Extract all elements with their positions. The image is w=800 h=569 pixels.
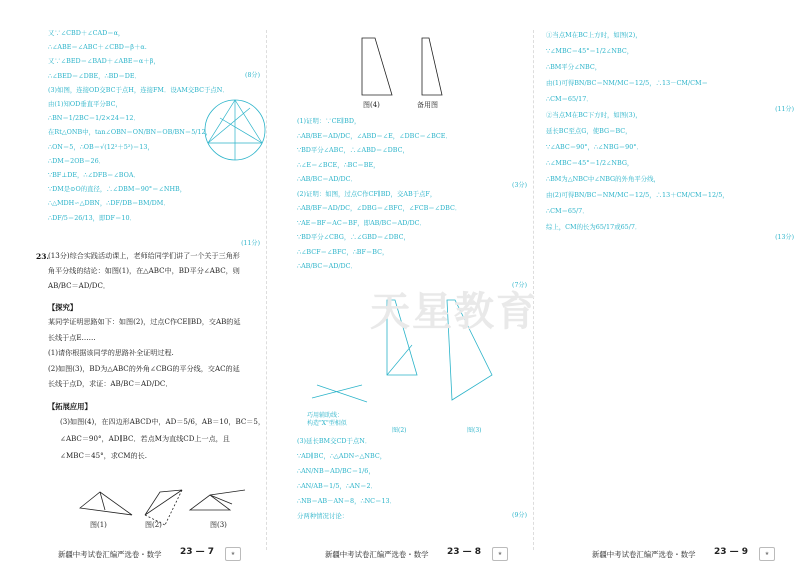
- page-right: [534, 0, 800, 569]
- text-line: 由(2)可得BN/BC＝NM/MC＝12/5，∴13＋CM/CM＝12/5，: [546, 191, 729, 199]
- text-line: ∠ABC＝90°，AD∥BC．若点M为直线CD上一点，且: [60, 434, 230, 443]
- page-number: 23 — 7: [180, 547, 215, 557]
- text-line: (3)延长BM交CD于点N．: [297, 437, 372, 445]
- text-line: 长线于点D，求证：AB/BC＝AD/DC．: [48, 379, 173, 388]
- logo-icon: ★: [759, 547, 775, 561]
- text-line: 延长BC至点G，使BG＝BC，: [546, 127, 632, 135]
- fig3-caption: 图(3): [210, 521, 227, 529]
- score-label: (9分): [512, 512, 527, 519]
- text-line: ∴△MDH∽△DBN，∴DF/DB＝BM/DM．: [48, 199, 170, 208]
- text-line: 分两种情况讨论：: [297, 512, 349, 520]
- page-left: [0, 0, 266, 569]
- text-line: ②当点M在BC下方时，如图(3)，: [546, 111, 642, 119]
- text-line: ∴∠ABE＝∠ABC＋∠CBD＝β＋α.: [48, 43, 147, 52]
- score-label: (3分): [512, 182, 527, 189]
- text-line: ∴∠BED＝∠DBE，∴BD＝DE．: [48, 71, 141, 80]
- text-line: ∴DM＝2OB＝26．: [48, 156, 106, 165]
- hint-label: 巧用辅助线：: [307, 412, 344, 419]
- fig4-caption: 图(4): [363, 101, 380, 109]
- fig2-caption-lower: 图(2): [392, 427, 407, 434]
- score-label: (11分): [241, 240, 260, 247]
- spare-figure-caption: 备用图: [417, 101, 438, 109]
- footer-title: 新疆中考试卷汇编严选卷・数学: [58, 550, 162, 559]
- circle-figure: [200, 88, 270, 168]
- page-number: 23 — 8: [447, 547, 482, 557]
- logo-icon: ★: [492, 547, 508, 561]
- text-line: (2)如图(3)，BD为△ABC的外角∠CBG的平分线，交AC的延: [48, 363, 240, 373]
- text-line: ∴CM＝65/7．: [546, 207, 589, 215]
- text-line: ∴AN/AB＝1/5，∴AN＝2．: [297, 482, 377, 490]
- text-line: ∴BM平分∠NBC，: [546, 63, 602, 71]
- score-label: (13分): [775, 234, 794, 241]
- text-line: ①当点M在BC上方时，如图(2)，: [546, 31, 642, 39]
- score-label: (7分): [512, 282, 527, 289]
- text-line: ∴∠MBC＝45°＝1/2∠NBG，: [546, 159, 634, 167]
- text-line: (3)如图(4)，在四边形ABCD中，AD＝5/6，AB＝10，BC＝5，: [60, 417, 265, 426]
- text-line: 由(1)知OD垂直平分BC，: [48, 100, 122, 108]
- text-line: (3)如图，连接OD交BC于点H，连接FM．设AM交BC于点N．: [48, 85, 229, 94]
- footer-title: 新疆中考试卷汇编严选卷・数学: [592, 550, 696, 559]
- text-line: ∴BM为△NBC中∠NBG的外角平分线，: [546, 175, 660, 183]
- text-line: ∴AB/BC＝AD/DC．: [297, 175, 357, 183]
- text-line: 某同学证明思路如下：如图(2)，过点C作CE∥BD，交AB的延: [48, 317, 241, 326]
- text-line: AB/BC＝AD/DC．: [48, 281, 111, 290]
- text-line: 又∵∠CBD＋∠CAD＝α，: [48, 29, 125, 37]
- text-line: ∴CM＝65/17．: [546, 95, 593, 103]
- text-line: ∴AB/BE＝AD/DC，∠ABD＝∠E，∠DBC＝∠BCE．: [297, 131, 452, 140]
- text-line: (13分)综合实践活动课上，老师给同学们讲了一个关于三角形: [48, 251, 240, 260]
- text-line: 综上，CM的长为65/17或65/7．: [546, 223, 642, 231]
- text-line: ∵∠MBC＝45°＝1/2∠NBC，: [546, 47, 634, 55]
- text-line: (2)证明：如图，过点C作CF∥BD，交AB于点F，: [297, 189, 437, 198]
- text-line: 角平分线的结论：如图(1)，在△ABC中，BD平分∠ABC，则: [48, 266, 240, 275]
- section-expand: 【拓展应用】: [48, 402, 92, 411]
- small-hint-figure: [307, 380, 377, 410]
- hint-label-2: 构造"X"型相似: [307, 420, 347, 427]
- footer-title: 新疆中考试卷汇编严选卷・数学: [325, 550, 429, 559]
- footer: [267, 547, 533, 561]
- text-line: ∠MBC＝45°，求CM的长.: [60, 451, 147, 460]
- text-line: 在Rt△ONB中，tan∠OBN＝ON/BN＝OB/BN＝5/12，: [48, 128, 212, 137]
- text-line: 由(1)可得BN/BC＝NM/MC＝12/5，∴13－CM/CM＝: [546, 79, 708, 87]
- score-label: (11分): [775, 106, 794, 113]
- text-line: ∵AE＝BF＝AC＝BF，即AB/BC＝AD/DC．: [297, 218, 426, 227]
- text-line: ∴∠E＝∠BCE，∴BC＝BE，: [297, 160, 380, 169]
- text-line: ∴AB/BC＝AD/DC．: [297, 262, 357, 270]
- text-line: 又∵∠BED＝∠BAD＋∠ABE＝α＋β，: [48, 57, 160, 66]
- text-line: ∴DF/5＝26/13，即DF＝10．: [48, 213, 136, 222]
- text-line: ∵BF⊥DE，∴∠DFB＝∠BOA．: [48, 171, 140, 179]
- text-line: ∵BD平分∠CBG，∴∠GBD＝∠DBC，: [297, 233, 410, 241]
- text-line: ∵∠ABC＝90°，∴∠NBG＝90°．: [546, 143, 643, 151]
- score-label: (8分): [245, 72, 260, 79]
- text-line: ∵AD∥BC，∴△ADN∽△NBC，: [297, 452, 387, 460]
- text-line: ∴AN/NB＝AD/BC＝1/6，: [297, 467, 375, 475]
- text-line: ∴ON＝5，∴OB＝√(12²＋5²)＝13，: [48, 142, 154, 151]
- q23-number: 23.: [36, 252, 50, 261]
- text-line: ∵DM是⊙O的直径，∴∠DBM＝90°＝∠NHB，: [48, 185, 187, 194]
- text-line: ∴∠BCF＝∠BFC，∴BF＝BC，: [297, 247, 389, 256]
- fig2-caption: 图(2): [145, 521, 162, 529]
- text-line: ∴NB＝AB－AN＝8，∴NC＝13．: [297, 497, 396, 505]
- watermark-text: 天星教育: [370, 289, 538, 335]
- logo-icon: ★: [225, 547, 241, 561]
- fig1-caption: 图(1): [90, 521, 107, 529]
- text-line: ∴BN＝1/2BC＝1/2×24＝12．: [48, 114, 140, 123]
- page-number: 23 — 9: [714, 547, 749, 557]
- text-line: (1)证明：∵CE∥BD，: [297, 117, 361, 125]
- footer: [0, 547, 266, 561]
- watermark: [290, 270, 550, 340]
- footer: [534, 547, 800, 561]
- quad-figure: [337, 30, 447, 100]
- section-explore: 【探究】: [48, 303, 78, 312]
- text-line: ∴AB/BF＝AD/DC，∠DBG＝∠BFC，∠FCB＝∠DBC．: [297, 204, 462, 212]
- text-line: (1)请你根据该同学的思路补全证明过程.: [48, 348, 174, 357]
- fig3-caption-lower: 图(3): [467, 427, 482, 434]
- text-line: ∵BD平分∠ABC，∴∠ABD＝∠DBC，: [297, 146, 409, 154]
- text-line: 长线于点E……: [48, 332, 96, 342]
